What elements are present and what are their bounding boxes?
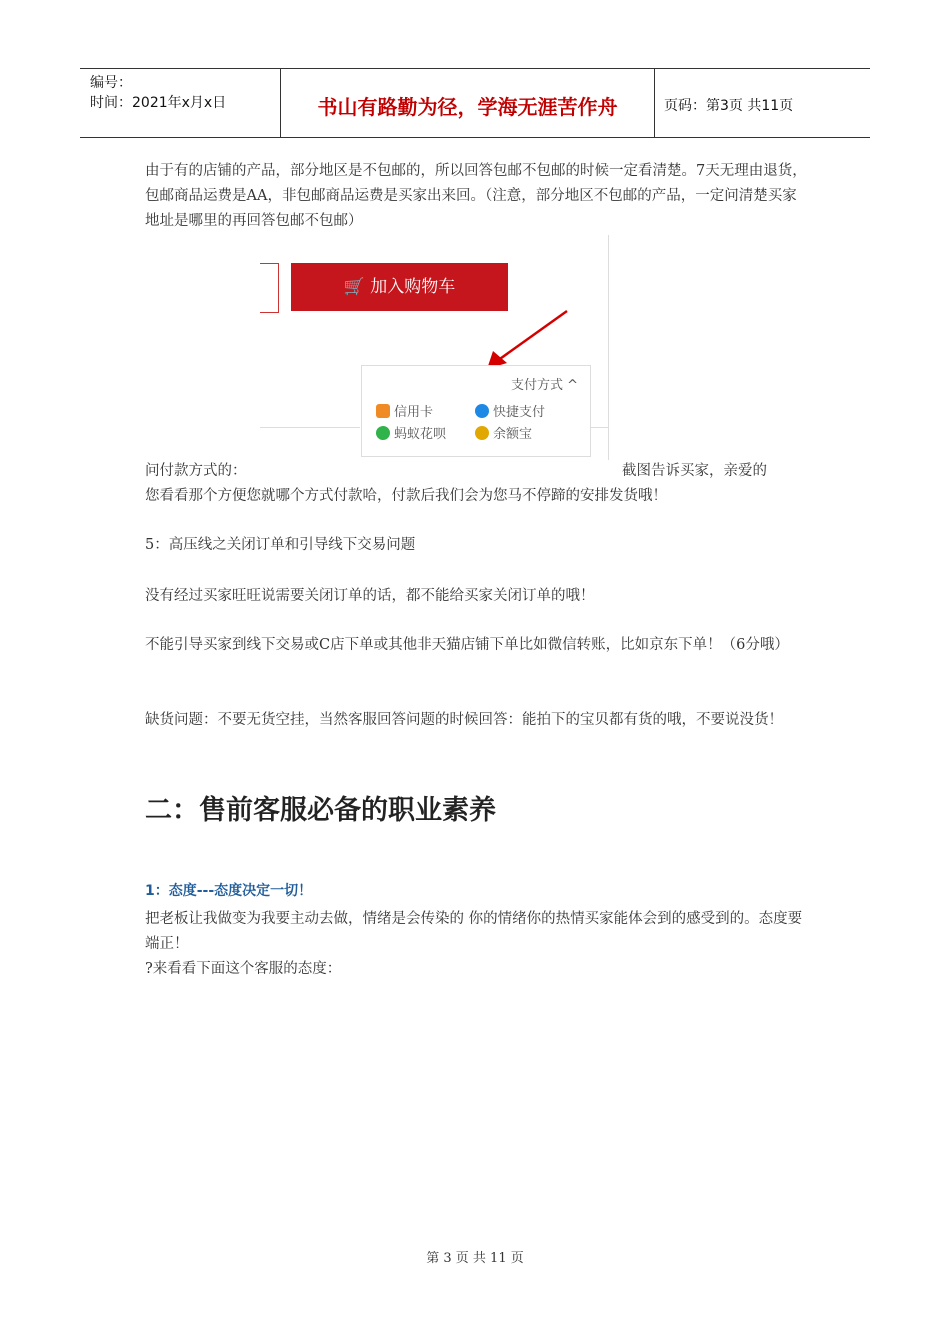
divider-left — [260, 427, 360, 428]
add-to-cart-label: 加入购物车 — [370, 277, 456, 297]
shipping-paragraph: 由于有的店铺的产品，部分地区是不包邮的，所以回答包邮不包邮的时候一定看清楚。7天无理由退货，包邮商品运费是AA，非包邮商品运费是买家出来回。（注意，部分地区不包邮的产品，一定问清楚买家地址是哪里的再回答包邮不包邮） — [145, 163, 807, 229]
header-motto: 书山有路勤为径，学海无涯苦作舟 — [317, 95, 618, 119]
payment-question: 问付款方式的： — [145, 463, 247, 479]
look-paragraph: ?来看看下面这个客服的态度： — [145, 961, 342, 977]
section-2-heading: 二：售前客服必备的职业素养 — [145, 795, 496, 826]
yuebao-icon — [475, 426, 489, 440]
huabei-icon — [376, 426, 390, 440]
payment-title-text: 支付方式 — [510, 378, 563, 393]
payment-answer-start: 截图告诉买家，亲爱的 — [622, 463, 767, 479]
page-footer: 第 3 页 共 11 页 — [426, 1251, 524, 1266]
cart-icon: 🛒 — [343, 277, 365, 297]
header-page-info: 页码：第3页 共11页 — [664, 98, 794, 114]
payment-answer-cont: 您看看那个方便您就哪个方式付款哈，付款后我们会为您马不停蹄的安排发货哦！ — [145, 488, 667, 504]
pay-option-yuebao — [475, 423, 532, 442]
payment-methods-box — [361, 365, 591, 457]
pay-option-huabei — [376, 423, 446, 442]
section-5-title: 5：高压线之关闭订单和引导线下交易问题 — [145, 537, 416, 553]
date-label: 时间：2021年x月x日 — [90, 95, 227, 111]
pay-option-quick — [475, 401, 545, 420]
header-right-cell — [654, 69, 870, 137]
quick-pay-icon — [475, 404, 489, 418]
page-header — [80, 68, 870, 138]
left-button-edge — [260, 263, 279, 313]
attitude-heading: 1：态度---态度决定一切！ — [145, 883, 313, 899]
stock-paragraph: 缺货问题：不要无货空挂，当然客服回答问题的时候回答：能拍下的宝贝都有货的哦，不要说没货！ — [145, 712, 783, 728]
pay-option-label: 信用卡 — [394, 405, 434, 420]
close-order-paragraph: 没有经过买家旺旺说需要关闭订单的话，都不能给买家关闭订单的哦！ — [145, 588, 595, 604]
offline-trade-paragraph: 不能引导买家到线下交易或C店下单或其他非天猫店铺下单比如微信转账，比如京东下单！（6分哦） — [145, 637, 789, 653]
pay-option-label: 蚂蚁花呗 — [394, 427, 447, 442]
attitude-paragraph: 把老板让我做变为我要主动去做，情绪是会传染的 你的情绪你的热情买家能体会到的感受到的。态度要端正！ — [145, 911, 803, 952]
pay-option-label: 快捷支付 — [493, 405, 546, 420]
pay-option-label: 余额宝 — [493, 427, 533, 442]
add-to-cart-button — [291, 263, 508, 311]
chevron-up-icon: ^ — [567, 378, 578, 393]
header-middle-cell — [280, 69, 655, 137]
credit-card-icon — [376, 404, 390, 418]
pay-option-credit — [376, 401, 433, 420]
payment-title — [511, 374, 578, 393]
header-left-cell — [80, 69, 280, 137]
code-label: 编号： — [90, 75, 132, 91]
payment-screenshot — [260, 235, 609, 460]
